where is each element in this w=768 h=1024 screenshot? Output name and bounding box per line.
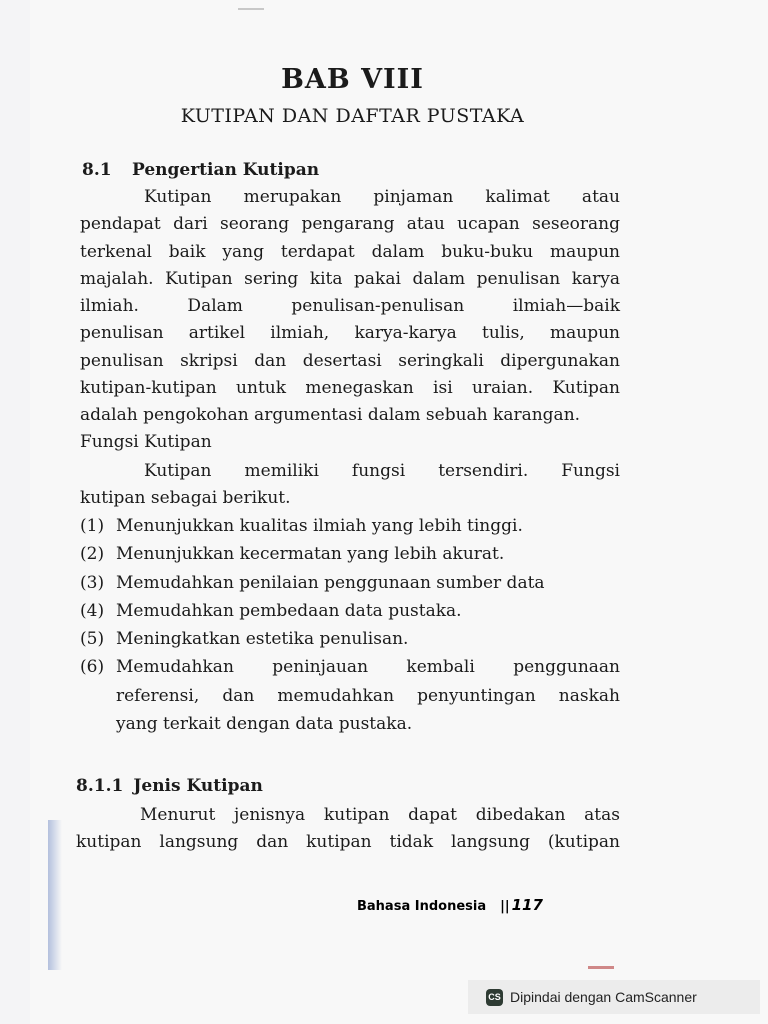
- list-text: Menunjukkan kecermatan yang lebih akurat.: [116, 544, 505, 565]
- list-text: Menunjukkan kualitas ilmiah yang lebih tinggi.: [116, 516, 523, 536]
- paragraph-line: majalah. Kutipan sering kita pakai dalam penulisan karya: [80, 268, 620, 289]
- list-item: [80, 625, 620, 653]
- section-number: 8.1: [82, 160, 112, 180]
- list-text: Memudahkan pembedaan data pustaka.: [116, 600, 462, 621]
- list-text: Memudahkan peninjauan kembali penggunaan: [116, 657, 620, 678]
- paragraph-line: kutipan sebagai berikut.: [80, 488, 291, 509]
- page-footer: [357, 896, 543, 914]
- paragraph-line: Kutipan memiliki fungsi tersendiri. Fungsi: [144, 461, 620, 481]
- scan-edge-shadow: [48, 820, 62, 970]
- paragraph-line: Kutipan merupakan pinjaman kalimat atau: [144, 187, 620, 207]
- fungsi-heading: Fungsi Kutipan: [80, 432, 212, 452]
- list-number: (5): [80, 629, 105, 650]
- section-number: 8.1.1: [76, 776, 124, 796]
- paragraph-line: Menurut jenisnya kutipan dapat dibedakan atas: [140, 805, 620, 825]
- paragraph-line: kutipan-kutipan untuk menegaskan isi uraian. Kutipan: [80, 378, 620, 399]
- list-item: [80, 569, 620, 597]
- section-title: Pengertian Kutipan: [132, 160, 320, 180]
- paragraph-line: ilmiah. Dalam penulisan-penulisan ilmiah—baik: [80, 296, 620, 317]
- scan-mark-top: [238, 8, 264, 10]
- list-item: [80, 540, 620, 568]
- paragraph-line: terkenal baik yang terdapat dalam buku-buku maupun: [80, 241, 620, 262]
- section-8-1-heading: [82, 160, 319, 180]
- list-text: Memudahkan penilaian penggunaan sumber data: [116, 572, 545, 593]
- list-item: [80, 512, 620, 540]
- section-title: Jenis Kutipan: [133, 776, 263, 796]
- footer-book-title: Bahasa Indonesia: [357, 899, 487, 914]
- camscanner-logo-icon: CS: [486, 989, 503, 1006]
- section-8-1-1-heading: [76, 776, 263, 796]
- paragraph-line: penulisan artikel ilmiah, karya-karya tulis, maupun: [80, 323, 620, 344]
- footer-separator: ||: [500, 899, 510, 914]
- list-text: yang terkait dengan data pustaka.: [116, 714, 413, 735]
- list-number: (1): [80, 516, 105, 536]
- list-number: (2): [80, 544, 105, 565]
- paragraph-line: penulisan skripsi dan desertasi seringkali dipergunakan: [80, 350, 620, 371]
- chapter-title: KUTIPAN DAN DAFTAR PUSTAKA: [180, 105, 525, 127]
- list-number: (3): [80, 572, 105, 593]
- section-8-1-1-paragraph: [76, 802, 620, 857]
- chapter-number: BAB VIII: [281, 64, 424, 95]
- camscanner-watermark: [468, 980, 760, 1014]
- list-item: [80, 597, 620, 625]
- section-8-1-paragraph: [80, 184, 620, 430]
- list-number: (4): [80, 600, 105, 621]
- fungsi-paragraph: [80, 458, 620, 513]
- list-text: referensi, dan memudahkan penyuntingan naskah: [116, 685, 620, 706]
- watermark-text: Dipindai dengan CamScanner: [510, 989, 697, 1005]
- paragraph-line: pendapat dari seorang pengarang atau ucapan seseorang: [80, 214, 620, 235]
- fungsi-list: [80, 512, 620, 738]
- list-number: (6): [80, 657, 105, 678]
- page-number: 117: [511, 896, 543, 914]
- list-text: Meningkatkan estetika penulisan.: [116, 629, 409, 650]
- scan-mark-bottom: [588, 966, 614, 969]
- paragraph-line: kutipan langsung dan kutipan tidak langsung (kutipan: [76, 832, 620, 853]
- list-item: [80, 653, 620, 738]
- paragraph-line: adalah pengokohan argumentasi dalam sebuah karangan.: [80, 405, 581, 426]
